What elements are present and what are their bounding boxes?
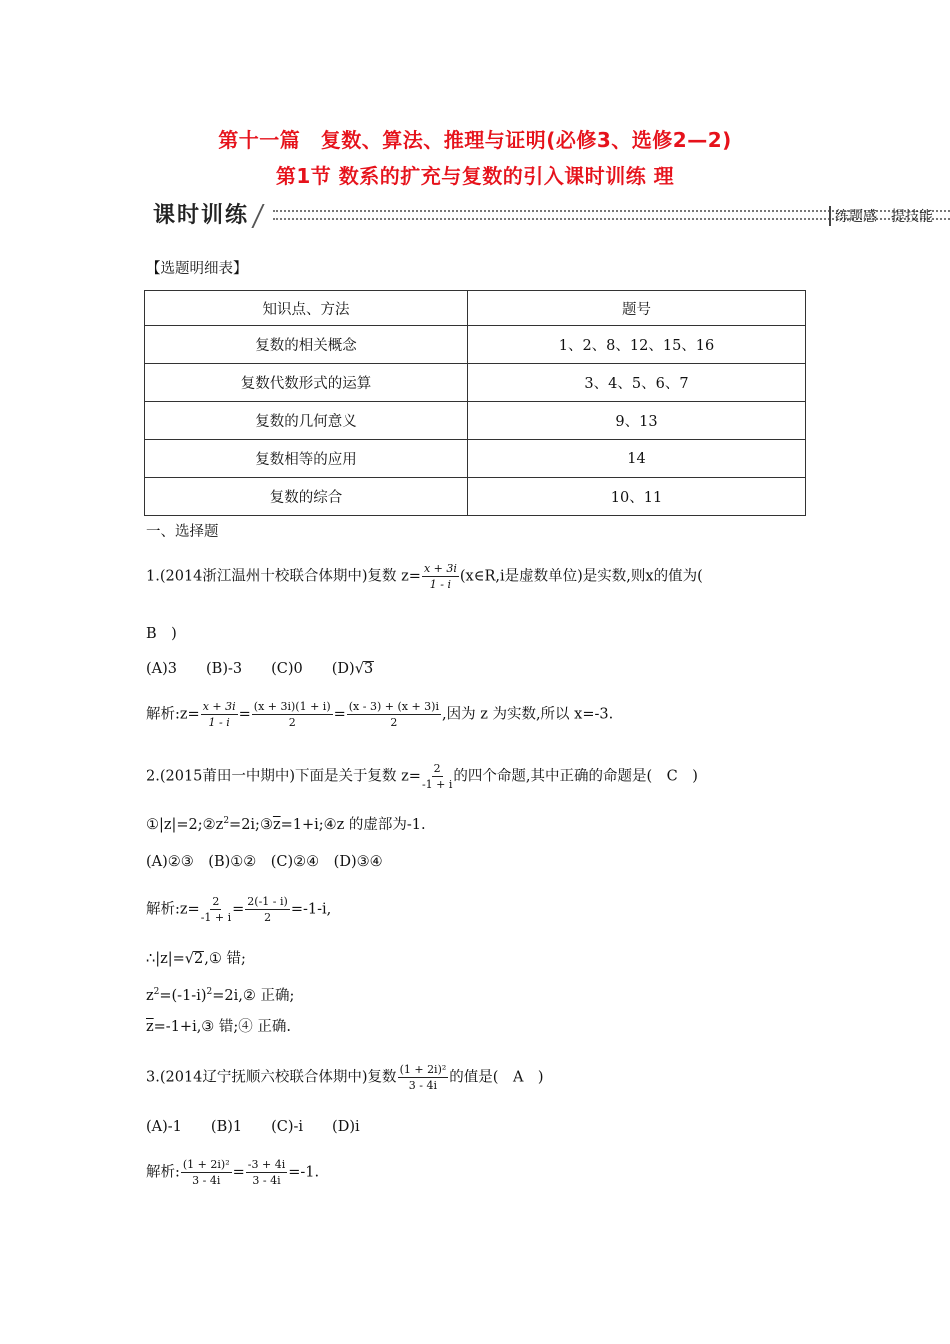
fraction-denominator: 2 [288,716,296,730]
question-2-fraction [422,762,452,791]
fraction-numerator: (x - 3) + (x + 3)i [347,700,441,715]
fraction-numerator: x + 3i [422,562,459,577]
solution-line-2-a: ∴|z|= [146,951,185,967]
fraction-denominator: 3 - 4i [252,1174,281,1188]
question-3-stem [146,1063,544,1092]
question-1-stem-a: 1.(2014浙江温州十校联合体期中)复数 z= [146,568,421,585]
fraction-numerator: 2(-1 - i) [245,895,290,910]
question-3-stem-a: 3.(2014辽宁抚顺六校联合体期中)复数 [146,1069,397,1086]
solution-fraction [252,700,333,729]
question-2-stem-b: 的四个命题,其中正确的命题是( C ) [453,768,698,785]
equals-sign: = [232,901,245,918]
sqrt-radicand: 2 [194,951,204,967]
solution-tail: =-1. [288,1164,320,1181]
fraction-denominator: 1 - i [208,716,230,730]
fraction-numerator: (x + 3i)(1 + i) [252,700,333,715]
table-row [145,440,806,478]
question-2-stem-a: 2.(2015莆田一中期中)下面是关于复数 z= [146,768,421,785]
solution-fraction [201,895,231,924]
fraction-numerator: (1 + 2i)² [398,1063,449,1078]
fraction-numerator: x + 3i [201,700,238,715]
question-2-solution-line-3 [146,988,294,1003]
fraction-denominator: -1 + i [200,911,232,925]
superscript: 2 [206,987,213,997]
table-cell: 复数的几何意义 [145,402,468,440]
question-2-statements [146,817,426,832]
table-header-cell: 知识点、方法 [145,291,468,326]
question-1-fraction [422,562,459,591]
solution-line-3-a: z [146,987,154,1004]
equals-sign: = [232,1164,245,1181]
statements-c: =1+i;④z 的虚部为-1. [280,816,426,833]
section-title: 第1节 数系的扩充与复数的引入课时训练 理 [275,164,675,188]
table-cell: 复数代数形式的运算 [145,364,468,402]
solution-tail: ,因为 z 为实数,所以 x=-3. [441,706,614,723]
table-row [145,326,806,364]
question-1-answer: B ) [146,626,177,642]
table-cell: 9、13 [468,402,806,440]
table-cell: 1、2、8、12、15、16 [468,326,806,364]
solution-line-4-b: =-1+i,③ 错;④ 正确. [153,1019,292,1035]
conjugate-z: $\overline{z}$ [272,816,281,833]
banner-tagline-a: 练题感 [835,209,877,225]
practice-banner [145,196,950,232]
fraction-numerator: 2 [210,895,221,910]
question-1-stem [146,562,703,591]
section-heading: 一、选择题 [146,524,219,540]
table-header-row [145,291,806,326]
table-cell: 复数的相关概念 [145,326,468,364]
table-cell: 复数相等的应用 [145,440,468,478]
question-2-solution-line-4 [146,1020,291,1035]
banner-tagline-b: 提技能 [891,209,933,225]
question-3-solution [146,1158,319,1187]
fraction-denominator: 3 - 4i [408,1079,438,1093]
conjugate-z: $\overline{z}$ [146,1019,154,1035]
fraction-numerator: (1 + 2i)² [181,1158,232,1173]
solution-line-3-b: =(-1-i) [159,987,207,1004]
sqrt-radicand: 3 [363,661,374,677]
banner-label: 课时训练 [153,203,250,228]
question-1-options-text: (A)3 (B)-3 (C)0 (D) [146,661,355,677]
table-row [145,402,806,440]
table-row [145,364,806,402]
banner-tagline [829,206,933,226]
question-2-solution-line-2: ∴|z|=√2,① 错; [146,951,246,967]
solution-label: 解析:z= [146,901,200,918]
solution-label: 解析: [146,1164,180,1181]
fraction-denominator: 2 [264,911,272,925]
question-3-stem-b: 的值是( A ) [449,1069,544,1086]
question-1-solution [146,700,613,729]
solution-fraction [201,700,238,729]
table-cell: 10、11 [468,478,806,516]
question-1-options: (A)3 (B)-3 (C)0 (D)√3 [146,661,374,677]
solution-fraction [181,1158,232,1187]
solution-fraction [347,700,441,729]
solution-tail: =-1-i, [290,901,332,918]
chapter-title: 第十一篇 复数、算法、推理与证明(必修3、选修2—2) [218,128,732,152]
question-2-stem [146,762,698,791]
table-header-cell: 题号 [468,291,806,326]
fraction-denominator: 2 [390,716,398,730]
table-cell: 复数的综合 [145,478,468,516]
solution-fraction [246,1158,287,1187]
fraction-denominator: 1 - i [429,578,452,592]
statements-b: =2i;③ [229,816,273,833]
superscript: 2 [223,816,230,826]
topic-table [144,290,806,516]
question-3-fraction [398,1063,449,1092]
question-2-options: (A)②③ (B)①② (C)②④ (D)③④ [146,854,383,870]
solution-line-2-b: ,① 错; [204,951,246,967]
table-cell: 14 [468,440,806,478]
fraction-denominator: -1 + i [421,778,453,792]
solution-label: 解析:z= [146,706,200,723]
superscript: 2 [153,987,160,997]
fraction-denominator: 3 - 4i [192,1174,221,1188]
solution-line-3-c: =2i,② 正确; [212,987,295,1004]
question-3-options: (A)-1 (B)1 (C)-i (D)i [146,1119,360,1135]
table-caption: 【选题明细表】 [146,261,248,277]
equals-sign: = [238,706,251,723]
table-row [145,478,806,516]
table-cell: 3、4、5、6、7 [468,364,806,402]
fraction-numerator: -3 + 4i [246,1158,287,1173]
statements-a: ①|z|=2;②z [146,816,224,833]
equals-sign: = [333,706,346,723]
solution-fraction [245,895,290,924]
fraction-numerator: 2 [432,762,443,777]
question-2-solution [146,895,331,924]
question-1-stem-b: (x∈R,i是虚数单位)是实数,则x的值为( [459,568,703,585]
